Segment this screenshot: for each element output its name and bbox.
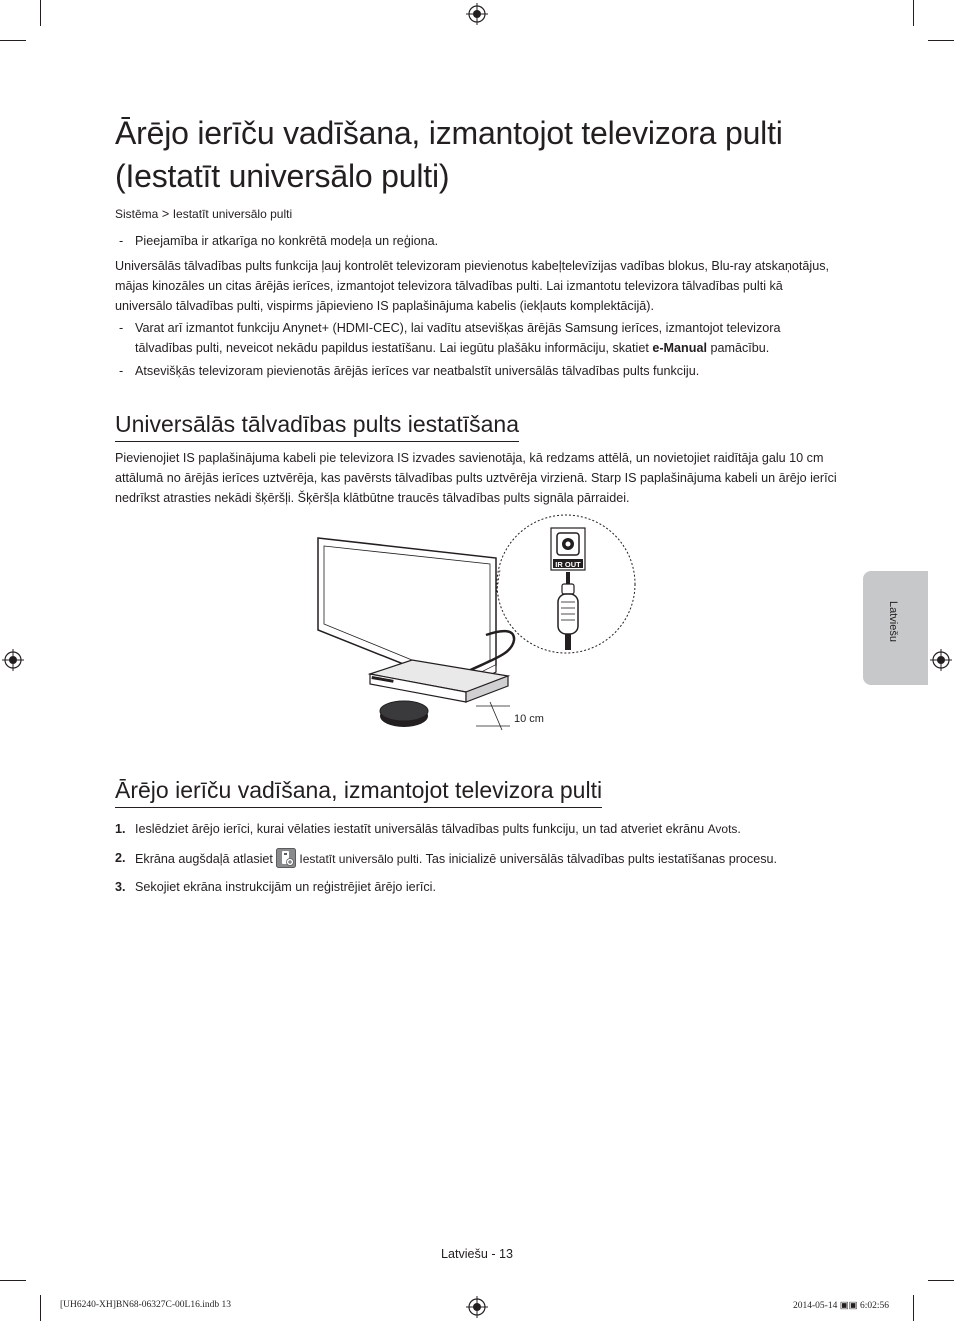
ir-blaster-illustration [380,701,428,727]
crop-mark [40,0,41,26]
registration-mark-icon [466,1296,488,1318]
note-dash: - [119,321,124,335]
universal-remote-icon [276,848,296,868]
crop-mark [0,40,26,41]
print-meta-date: 2014-05-14 ▣▣ 6:02:56 [793,1301,890,1311]
breadcrumb-separator: > [161,207,170,221]
note-availability [115,231,835,251]
registration-mark-icon [466,3,488,25]
step-number: 2. [115,851,126,865]
page-number: Latviešu - 13 [440,1247,514,1261]
note-unsupported-text: Atsevišķās televizoram pievienotās ārējās ierīces var neatbalstīt universālās tālvadības pults funkciju. [135,364,700,378]
step-number: 3. [115,880,126,894]
note-anynet-text-end: pamācību. [706,341,770,355]
note-anynet-text-start: Varat arī izmantot funkciju Anynet+ (HDMI-CEC), lai vadītu atsevišķas ārējās Samsung ierīces, izmantojot televizora tālvadības pulti, neveicot nekādu papildus iestatīšanu. Lai iegūtu plašāku informāciju, skatiet [135,321,781,355]
ir-cable-diagram [300,510,650,740]
ui-term-universal-remote: Iestatīt universālo pulti [299,852,419,866]
crop-mark [928,1280,954,1281]
note-dash: - [119,234,124,248]
breadcrumb-item-universal-remote: Iestatīt universālo pulti [172,207,293,221]
step-text-start: Ieslēdziet ārējo ierīci, kurai vēlaties iestatīt universālās tālvadības pults funkciju, un tad atveriet ekrānu [135,822,708,836]
crop-mark [0,1280,26,1281]
step-text [115,819,835,839]
breadcrumb [115,207,292,221]
e-manual-link[interactable]: e-Manual [652,341,707,355]
note-dash: - [119,364,124,378]
section-heading-control: Ārējo ierīču vadīšana, izmantojot televizora pulti [115,776,602,808]
intro-paragraph: Universālās tālvadības pults funkcija ļauj kontrolēt televizoram pievienotus kabeļtelevīzijas vadības blokus, Blu-ray atskaņotājus, mājas kinozāles un citas ārējās ierīces, izmantojot televizora tālvadības pulti. Lai izmantotu televizora tālvadības pulti kā universālo tālvadības pulti, vispirms jāpievieno IS paplašinājuma kabelis (iekļauts komplektācijā). [115,259,830,313]
step-item [115,819,835,839]
step-text: Sekojiet ekrāna instrukcijām un reģistrējiet ārējo ierīci. [135,880,436,894]
language-side-tab [863,571,928,685]
setup-paragraph: Pievienojiet IS paplašinājuma kabeli pie televizora IS izvades savienotāja, kā redzams attēlā, un novietojiet raidītāja galu 10 cm attālumā no ārējās ierīces uztvērēja, kas pavērsts tālvadības pults uztvērēja virzienā. Starp IS paplašinājuma kabeli un ārējo ierīci nedrīkst atrasties nekādi šķēršļi. Šķēršļa klātbūtne traucēs tālvadības pults signāla pārraidei. [115,451,837,505]
breadcrumb-item-system: Sistēma [115,207,159,221]
step-text-start: Ekrāna augšdaļā atlasiet [135,852,277,866]
step-text-end: . Tas inicializē universālās tālvadības pults iestatīšanas procesu. [418,852,778,866]
crop-mark [928,40,954,41]
note-anynet [115,318,835,358]
note-anynet-text [115,318,835,358]
step-number: 1. [115,822,126,836]
note-unsupported [115,361,835,381]
registration-mark-icon [2,649,24,671]
note-availability-text: Pieejamība ir atkarīga no konkrētā modeļa un reģiona. [135,234,439,248]
registration-mark-icon [930,649,952,671]
ui-term-source: Avots [707,822,738,836]
step-item [115,848,835,869]
distance-label: 10 cm [514,713,544,725]
page-title-line2: (Iestatīt universālo pulti) [115,158,450,194]
section-heading-setup: Universālās tālvadības pults iestatīšana [115,410,519,442]
ir-out-label: IR OUT [555,560,581,569]
page-title [115,112,875,198]
page-title-line1: Ārējo ierīču vadīšana, izmantojot televizora pulti [115,115,783,151]
crop-mark [913,0,914,26]
language-side-tab-label: Latviešu [887,601,899,642]
step-text-end: . [737,822,741,836]
step-text [115,848,835,869]
step-item [115,877,835,897]
print-meta-file: [UH6240-XH]BN68-06327C-00L16.indb 13 [60,1300,231,1310]
crop-mark [913,1295,914,1321]
crop-mark [40,1295,41,1321]
